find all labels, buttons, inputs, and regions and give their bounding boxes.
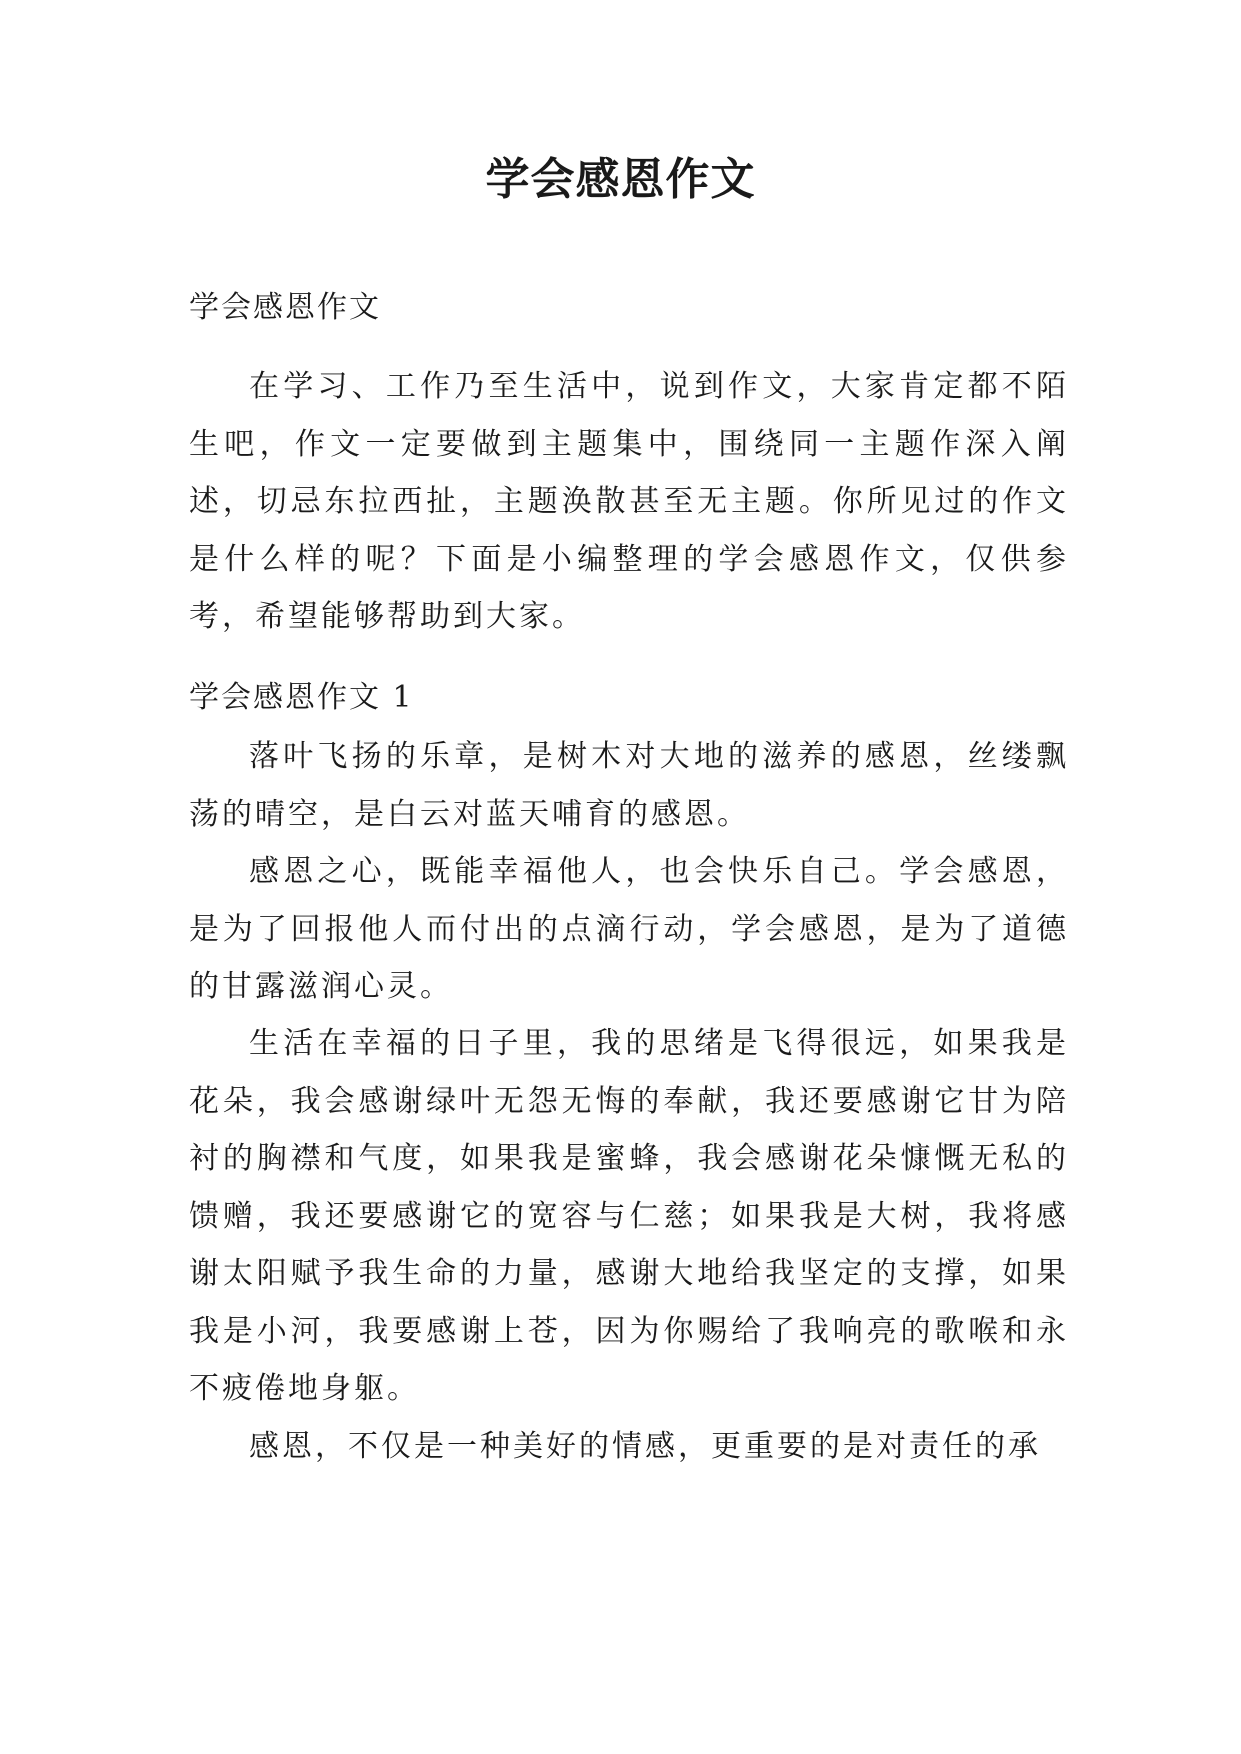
body-paragraph-1: 落叶飞扬的乐章，是树木对大地的滋养的感恩，丝缕飘荡的晴空，是白云对蓝天哺育的感恩。 bbox=[189, 739, 1069, 832]
body-paragraph-2: 感恩之心，既能幸福他人，也会快乐自己。学会感恩，是为了回报他人而付出的点滴行动，学会感恩，是为了道德的甘露滋润心灵。 bbox=[189, 854, 1069, 1004]
section-heading: 学会感恩作文 1 bbox=[189, 680, 414, 715]
intro-paragraph: 在学习、工作乃至生活中，说到作文，大家肯定都不陌生吧，作文一定要做到主题集中，围绕同一主题作深入阐述，切忌东拉西扯，主题涣散甚至无主题。你所见过的作文是什么样的呢？下面是小编整理的学会感恩作文，仅供参考，希望能够帮助到大家。 bbox=[189, 369, 1069, 634]
body-paragraph-3: 生活在幸福的日子里，我的思绪是飞得很远，如果我是花朵，我会感谢绿叶无怨无悔的奉献，我还要感谢它甘为陪衬的胸襟和气度，如果我是蜜蜂，我会感谢花朵慷慨无私的馈赠，我还要感谢它的宽容与仁慈；如果我是大树，我将感谢太阳赋予我生命的力量，感谢大地给我坚定的支撑，如果我是小河，我要感谢上苍，因为你赐给了我响亮的歌喉和永不疲倦地身躯。 bbox=[189, 1026, 1069, 1406]
document-subtitle: 学会感恩作文 bbox=[189, 290, 381, 325]
body-paragraph-4: 感恩，不仅是一种美好的情感，更重要的是对责任的承 bbox=[249, 1429, 1041, 1464]
document-title: 学会感恩作文 bbox=[485, 154, 756, 205]
